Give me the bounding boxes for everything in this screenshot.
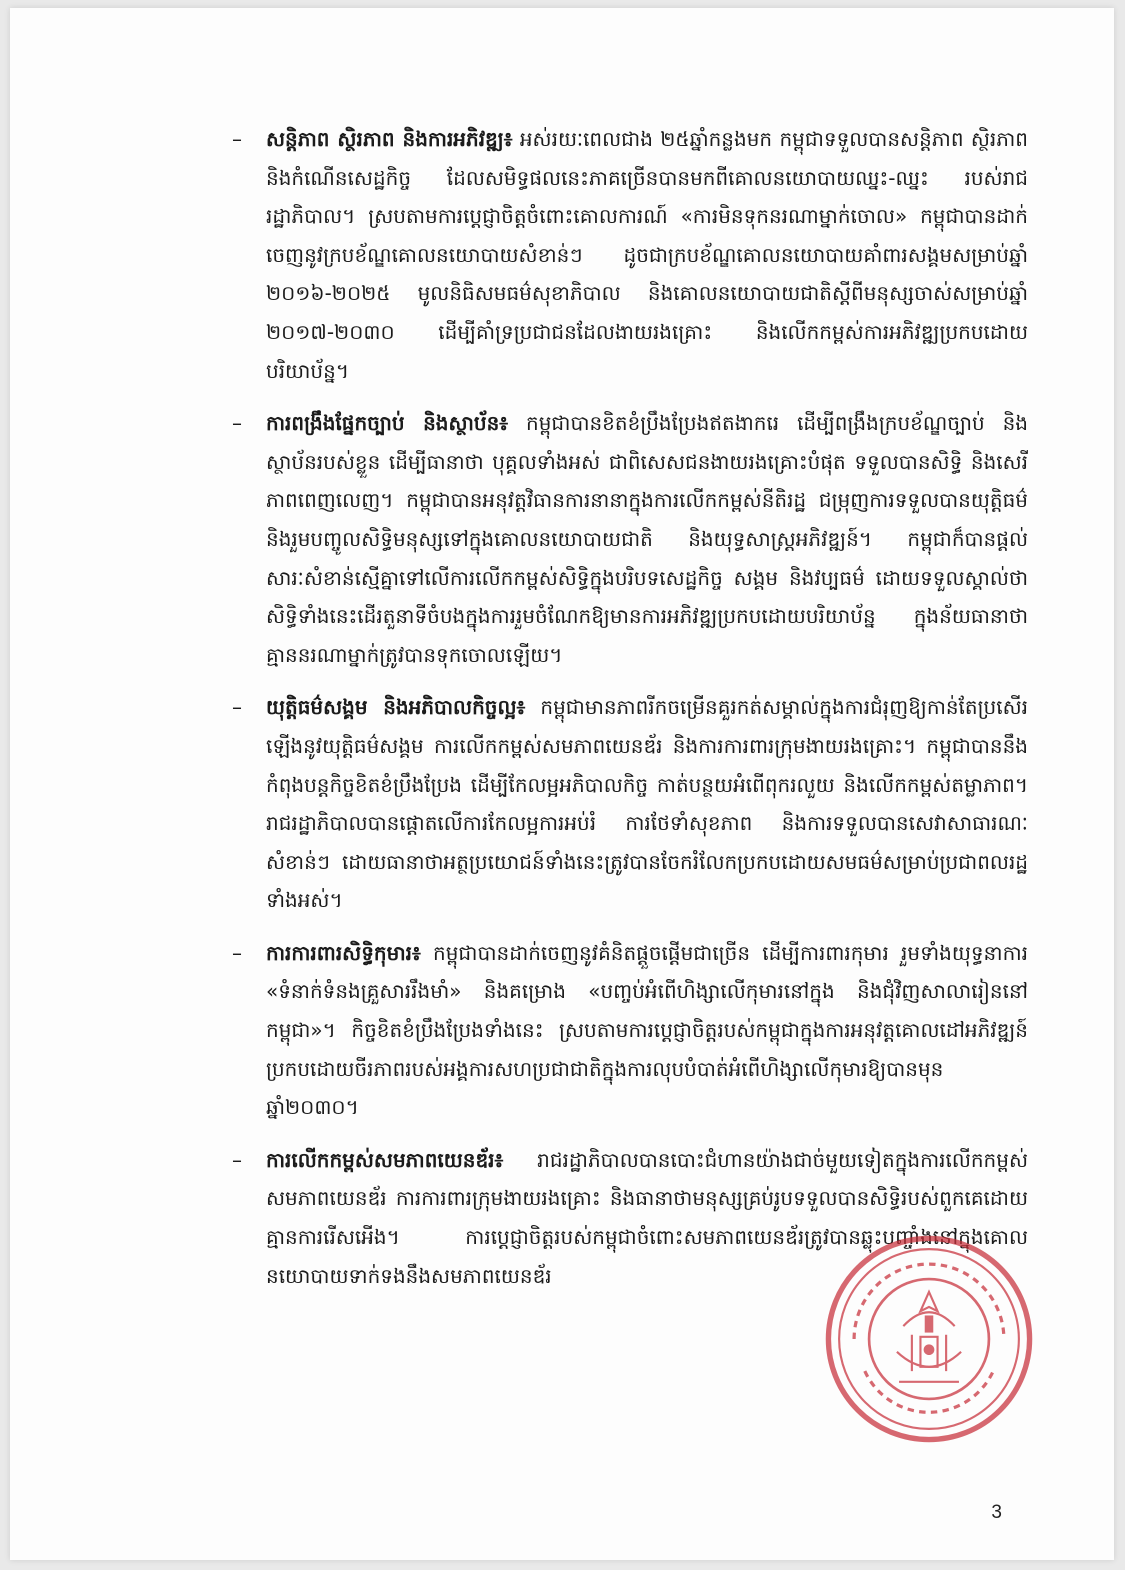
bullet-dash: –	[232, 127, 242, 151]
document-page	[10, 8, 1114, 1560]
page-number: 3	[991, 1502, 1002, 1523]
list-item	[228, 1141, 1028, 1295]
item-body: កម្ពុជាបានខិតខំប្រឹងប្រែងឥតងាករេ ដើម្បីពង្រឹងក្របខ័ណ្ឌច្បាប់ និងស្ថាប័នរបស់ខ្លួន ដើម្បីធានាថា បុគ្គលទាំងអស់ ជាពិសេសជនងាយរងគ្រោះបំផុត ទទួលបានសិទ្ធិ និងសេរីភាពពេញលេញ។ កម្ពុជាបានអនុវត្តវិធានការនានាក្នុងការលើកកម្ពស់នីតិរដ្ឋ ជម្រុញការទទួលបានយុត្តិធម៌ និងរួមបញ្ចូលសិទ្ធិមនុស្សទៅក្នុងគោលនយោបាយជាតិ និងយុទ្ធសាស្ត្រអភិវឌ្ឍន៍។ កម្ពុជាក៏បានផ្តល់សារៈសំខាន់ស្មើគ្នាទៅលើការលើកកម្ពស់សិទ្ធិក្នុងបរិបទសេដ្ឋកិច្ច សង្គម និងវប្បធម៌ ដោយទទួលស្គាល់ថាសិទ្ធិទាំងនេះដើរតួនាទីចំបងក្នុងការរួមចំណែកឱ្យមានការអភិវឌ្ឍប្រកបដោយបរិយាប័ន្ន ក្នុងន័យធានាថាគ្មាននរណាម្នាក់ត្រូវបានទុកចោលឡើយ។	[266, 411, 1028, 667]
item-heading: ការការពារសិទ្ធិកុមារ៖	[266, 940, 421, 965]
list-item	[228, 934, 1028, 1127]
bullet-list	[228, 120, 1028, 1309]
bullet-dash: –	[232, 1147, 242, 1172]
item-body: កម្ពុជាបានដាក់ចេញនូវគំនិតផ្តួចផ្តើមជាច្រើន ដើម្បីការពារកុមារ រួមទាំងយុទ្ធនាការ «ទំនាក់ទំនងគ្រួសាររឹងមាំ» និងគម្រោង «បញ្ចប់អំពើហិង្សាលើកុមារនៅក្នុង និងជុំវិញសាលារៀននៅកម្ពុជា»។ កិច្ចខិតខំប្រឹងប្រែងទាំងនេះ ស្របតាមការប្តេជ្ញាចិត្តរបស់កម្ពុជាក្នុងការអនុវត្តគោលដៅអភិវឌ្ឍន៍ប្រកបដោយចីរភាពរបស់អង្គការសហប្រជាជាតិក្នុងការលុបបំបាត់អំពើហិង្សាលើកុមារឱ្យបានមុនឆ្នាំ២០៣០។	[266, 940, 1028, 1120]
bullet-dash: –	[232, 940, 242, 965]
list-item	[228, 404, 1028, 674]
list-item	[228, 688, 1028, 920]
list-item	[228, 120, 1028, 390]
bullet-dash: –	[232, 411, 242, 436]
item-heading: សន្តិភាព ស្ថិរភាព និងការអភិវឌ្ឍ៖	[266, 127, 513, 151]
item-body: កម្ពុជាមានភាពរីកចម្រើនគួរកត់សម្គាល់ក្នុងការជំរុញឱ្យកាន់តែប្រសើរឡើងនូវយុត្តិធម៌សង្គម ការលើកកម្ពស់សមភាពយេនឌ័រ និងការការពារក្រុមងាយរងគ្រោះ។ កម្ពុជាបាននឹងកំពុងបន្តកិច្ចខិតខំប្រឹងប្រែង ដើម្បីកែលម្អអភិបាលកិច្ច កាត់បន្ថយអំពើពុករលួយ និងលើកកម្ពស់តម្លាភាព។ រាជរដ្ឋាភិបាលបានផ្តោតលើការកែលម្អការអប់រំ ការថែទាំសុខភាព និងការទទួលបានសេវាសាធារណៈសំខាន់ៗ ដោយធានាថាអត្ថប្រយោជន៍ទាំងនេះត្រូវបានចែករំលែកប្រកបដោយសមធម៌សម្រាប់ប្រជាពលរដ្ឋទាំងអស់។	[266, 695, 1028, 913]
item-heading: ការលើកកម្ពស់សមភាពយេនឌ័រ៖	[266, 1147, 504, 1172]
item-body: អស់រយៈពេលជាង ២៥ឆ្នាំកន្លងមក កម្ពុជាទទួលបានសន្តិភាព ស្ថិរភាព និងកំណើនសេដ្ឋកិច្ច ដែលសមិទ្ធផលនេះភាគច្រើនបានមកពីគោលនយោបាយឈ្នះ-ឈ្នះ របស់រាជរដ្ឋាភិបាល។ ស្របតាមការប្តេជ្ញាចិត្តចំពោះគោលការណ៍ «ការមិនទុកនរណាម្នាក់ចោល» កម្ពុជាបានដាក់ចេញនូវក្របខ័ណ្ឌគោលនយោបាយសំខាន់ៗ ដូចជាក្របខ័ណ្ឌគោលនយោបាយគាំពារសង្គមសម្រាប់ឆ្នាំ ២០១៦-២០២៥ មូលនិធិសមធម៌សុខាភិបាល និងគោលនយោបាយជាតិស្តីពីមនុស្សចាស់សម្រាប់ឆ្នាំ ២០១៧-២០៣០ ដើម្បីគាំទ្រប្រជាជនដែលងាយរងគ្រោះ និងលើកកម្ពស់ការអភិវឌ្ឍប្រកបដោយបរិយាប័ន្ន។	[266, 127, 1029, 383]
item-body: រាជរដ្ឋាភិបាលបានបោះជំហានយ៉ាងជាច់មួយទៀតក្នុងការលើកកម្ពស់សមភាពយេនឌ័រ ការការពារក្រុមងាយរងគ្រោះ និងធានាថាមនុស្សគ្រប់រូបទទួលបានសិទ្ធិរបស់ពួកគេដោយគ្មានការរើសអើង។ ការប្តេជ្ញាចិត្តរបស់កម្ពុជាចំពោះសមភាពយេនឌ័រត្រូវបានឆ្លុះបញ្ចាំងនៅក្នុងគោលនយោបាយទាក់ទងនឹងសមភាពយេនឌ័រ	[266, 1147, 1028, 1288]
bullet-dash: –	[232, 695, 242, 720]
item-heading: យុត្តិធម៌សង្គម និងអភិបាលកិច្ចល្អ៖	[266, 695, 526, 720]
item-heading: ការពង្រឹងផ្នែកច្បាប់ និងស្ថាប័ន៖	[266, 411, 509, 436]
